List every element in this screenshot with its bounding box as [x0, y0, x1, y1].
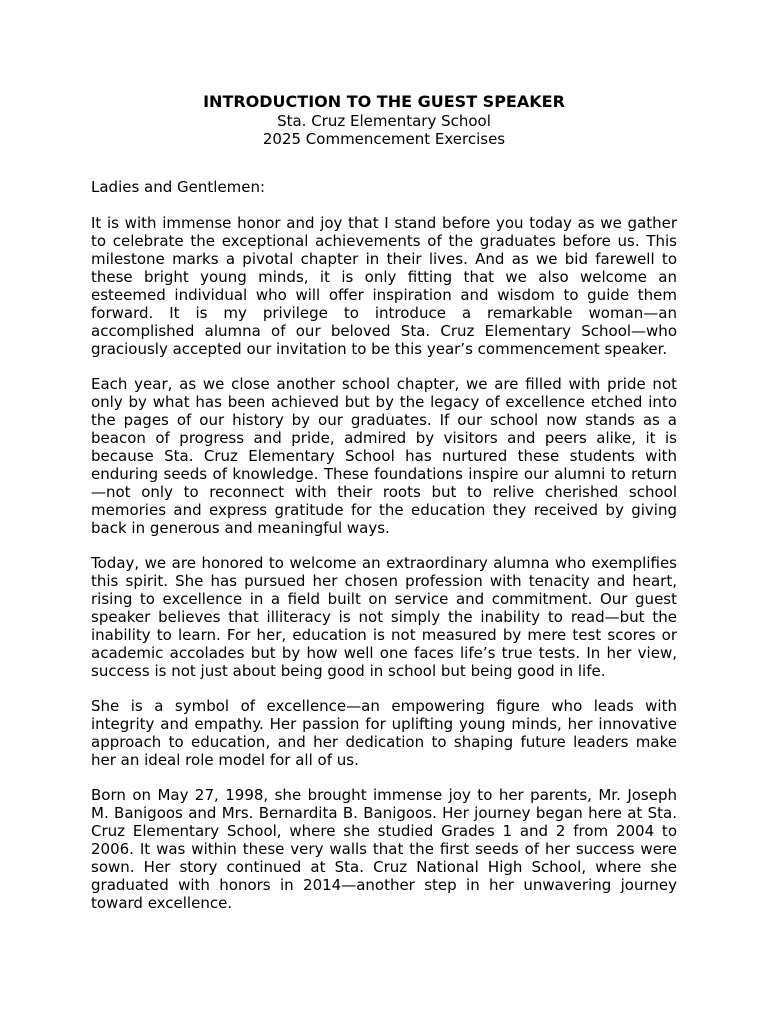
document-title: INTRODUCTION TO THE GUEST SPEAKER	[203, 92, 565, 111]
paragraph-1: It is with immense honor and joy that I stand before you today as we gather to celebrate the exceptional achievements of the graduates before us. This milestone marks a pivotal chapter in their lives. And as we bid farewell to these bright young minds, it is only fitting that we also welcome an esteemed individual who will offer inspiration and wisdom to guide them forward. It is my privilege to introduce a remarkable woman—an accomplished alumna of our beloved Sta. Cruz Elementary School—who graciously accepted our invitation to be this year’s commencement speaker.	[91, 214, 677, 358]
event-name: 2025 Commencement Exercises	[262, 130, 506, 148]
paragraph-3: Today, we are honored to welcome an extraordinary alumna who exemplifies this spirit. She has pursued her chosen profession with tenacity and heart, rising to excellence in a field built on service and commitment. Our guest speaker believes that illiteracy is not simply the inability to read—but the inability to learn. For her, education is not measured by mere test scores or academic accolades but by how well one faces life’s true tests. In her view, success is not just about being good in school but being good in life.	[91, 554, 677, 680]
salutation: Ladies and Gentlemen:	[91, 178, 266, 196]
paragraph-4: She is a symbol of excellence—an empowering figure who leads with integrity and empathy. Her passion for uplifting young minds, her innovative approach to education, and her dedication to shaping future leaders make her an ideal role model for all of us.	[91, 697, 677, 769]
paragraph-5: Born on May 27, 1998, she brought immense joy to her parents, Mr. Joseph M. Banigoos and Mrs. Bernardita B. Banigoos. Her journey began here at Sta. Cruz Elementary School, where she studied Grades 1 and 2 from 2004 to 2006. It was within these very walls that the first seeds of her success were sown. Her story continued at Sta. Cruz National High School, where she graduated with honors in 2014—another step in her unwavering journey toward excellence.	[91, 786, 677, 912]
document-header	[91, 92, 677, 148]
document-page	[91, 92, 677, 929]
school-name: Sta. Cruz Elementary School	[277, 112, 491, 130]
paragraph-2: Each year, as we close another school chapter, we are filled with pride not only by what has been achieved but by the legacy of excellence etched into the pages of our history by our graduates. If our school now stands as a beacon of progress and pride, admired by visitors and peers alike, it is because Sta. Cruz Elementary School has nurtured these students with enduring seeds of knowledge. These foundations inspire our alumni to return —not only to reconnect with their roots but to relive cherished school memories and express gratitude for the education they received by giving back in generous and meaningful ways.	[91, 375, 677, 537]
